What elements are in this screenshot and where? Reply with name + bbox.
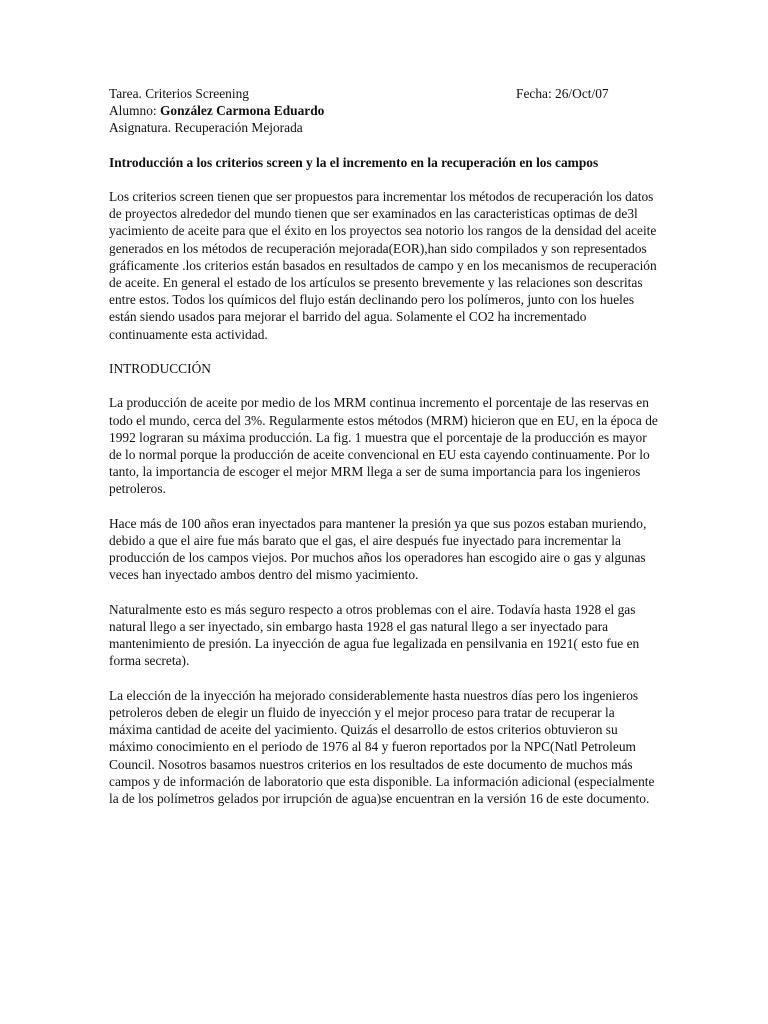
header-task-row	[109, 85, 659, 102]
body-paragraph-3: Naturalmente esto es más seguro respecto a otros problemas con el aire. Todavía hasta 1928 el gas natural llego a ser inyectado, sin embargo hasta 1928 el gas natural llego a ser inyectado para mantenimiento de presión. La inyección de agua fue legalizada en pensilvania en 1921( esto fue en forma secreta).	[109, 601, 640, 669]
subject-label: Asignatura. Recuperación Mejorada	[109, 120, 303, 136]
section-title: INTRODUCCIÓN	[109, 360, 211, 376]
body-paragraph-4: La elección de la inyección ha mejorado considerablemente hasta nuestros días pero los ingenieros petroleros deben de elegir un fluido de inyección y el mejor proceso para tratar de recuperar la máxima cantidad de aceite del yacimiento. Quizás el desarrollo de estos criterios obtuvieron su máximo conocimiento en el periodo de 1976 al 84 y fueron reportados por la NPC(Natl Petroleum Council. Nosotros basamos nuestros criterios en los resultados de este documento de muchos más campos y de información de laboratorio que esta disponible. La información adicional (especialmente la de los polímetros gelados por irrupción de agua)se encuentran en la versión 16 de este documento.	[109, 687, 655, 806]
header-subject-row	[109, 119, 659, 136]
document-page	[109, 85, 659, 807]
student-prefix: Alumno:	[109, 103, 160, 119]
document-title: Introducción a los criterios screen y la el incremento en la recuperación en los campos	[109, 154, 599, 170]
body-paragraph-1: La producción de aceite por medio de los MRM continua incremento el porcentaje de las reservas en todo el mundo, cerca del 3%. Regularmente estos métodos (MRM) hicieron que en EU, en la época de 1992 lograran su máxima producción. La fig. 1 muestra que el porcentaje de la producción es mayor de lo normal porque la producción de aceite convencional en EU esta cayendo continuamente. Por lo tanto, la importancia de escoger el mejor MRM llega a ser de suma importancia para los ingenieros petroleros.	[109, 395, 658, 497]
task-label: Tarea. Criterios Screening	[109, 86, 249, 101]
date-label: Fecha: 26/Oct/07	[516, 86, 609, 101]
abstract-paragraph: Los criterios screen tienen que ser propuestos para incrementar los métodos de recuperación los datos de proyectos alrededor del mundo tienen que ser examinados en las caracteristicas optimas de de3l yacimiento de aceite para que el éxito en los proyectos sea notorio los rangos de la densidad del aceite generados en los métodos de recuperación mejorada(EOR),han sido compilados y son representados gráficamente .los criterios están basados en resultados de campo y en los mecanismos de recuperación de aceite. En general el estado de los artículos se presento brevemente y las relaciones son descritas entre estos. Todos los químicos del flujo están declinando pero los polímeros, junto con los hueles están siendo usados para mejorar el barrido del agua. Solamente el CO2 ha incrementado continuamente esta actividad.	[109, 188, 657, 342]
header-student-row	[109, 102, 659, 119]
body-paragraph-2: Hace más de 100 años eran inyectados para mantener la presión ya que sus pozos estaban muriendo, debido a que el aire fue más barato que el gas, el aire después fue inyectado para incrementar la producción de los campos viejos. Por muchos años los operadores han escogido aire o gas y algunas veces han inyectado ambos dentro del mismo yacimiento.	[109, 515, 647, 583]
student-name: González Carmona Eduardo	[159, 103, 325, 119]
